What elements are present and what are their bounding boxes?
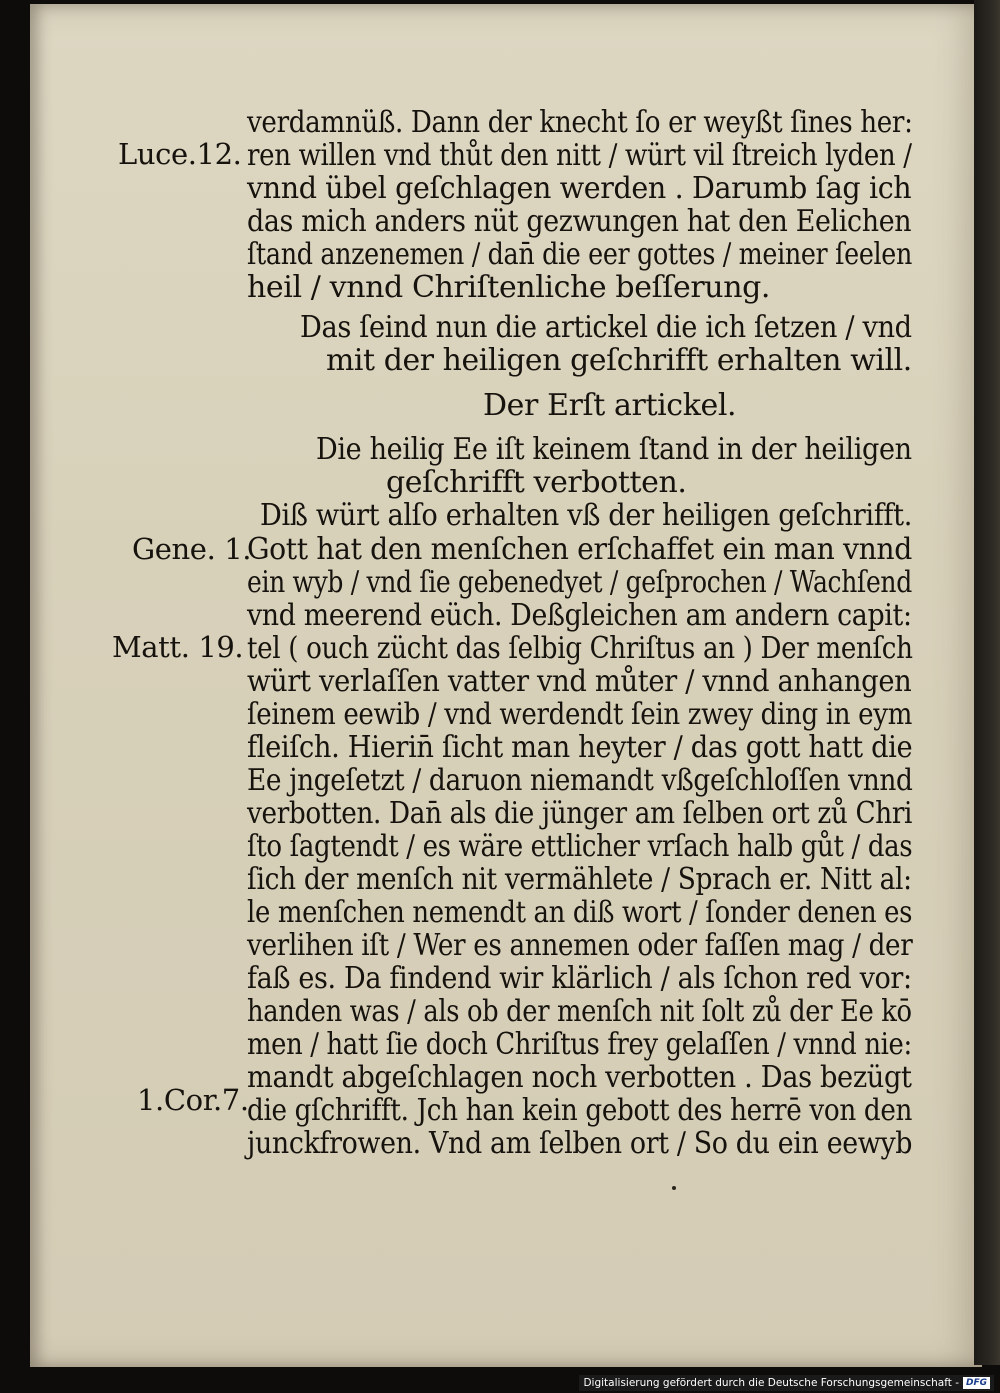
text-line: ein wyb / vnd ſie gebenedyet / geſprochen / Wachſend <box>247 565 912 600</box>
text-line: vnnd übel geſchlagen werden . Darumb ſag ich <box>247 171 912 206</box>
dfg-logo-icon: DFG <box>963 1377 990 1389</box>
text-line: mit der heiligen geſchrifft erhalten will. <box>326 343 912 378</box>
text-line: heil / vnnd Chriſtenliche beſſerung. <box>247 270 771 305</box>
text-line: die gſchrifft. Jch han kein gebott des herrē von den <box>247 1093 913 1128</box>
text-line: tel ( ouch zücht das ſelbig Chriſtus an ) Der menſch <box>247 631 913 666</box>
text-line: Gott hat den menſchen erſchaffet ein man vnnd <box>247 532 912 567</box>
text-line: das mich anders nüt gezwungen hat den Eelichen <box>247 204 912 239</box>
text-line: ren willen vnd thůt den nitt / würt vil ſtreich lyden / <box>247 138 912 173</box>
text-line: Die heilig Ee iſt keinem ſtand in der heiligen <box>316 432 912 467</box>
section-heading: Der Erſt artickel. <box>483 388 737 423</box>
margin-note-luce: Luce.12. <box>118 137 242 171</box>
footer-text: Digitalisierung gefördert durch die Deutsche Forschungsgemeinschaft - <box>583 1377 959 1389</box>
footer-credit <box>579 1375 994 1391</box>
text-line: ſtand anzenemen / dan̄ die eer gottes / meiner ſeelen <box>247 237 912 272</box>
page-edge-shadow <box>974 0 1000 1365</box>
text-line: mandt abgeſchlagen noch verbotten . Das bezügt <box>247 1060 912 1095</box>
text-line: ſto ſagtendt / es wäre ettlicher vrſach halb gůt / das <box>247 829 913 864</box>
text-line: Diß würt alſo erhalten vß der heiligen geſchrifft. <box>260 498 913 533</box>
text-line: ſeinem eewib / vnd werdendt ſein zwey ding in eym <box>247 697 913 732</box>
text-line: ſich der menſch nit vermählete / Sprach er. Nitt al: <box>247 862 912 897</box>
text-line: Das ſeind nun die artickel die ich ſetzen / vnd <box>300 310 912 345</box>
text-line: handen was / als ob der menſch nit ſolt zů der Ee kō <box>247 994 912 1029</box>
margin-note-matt: Matt. 19. <box>112 630 244 664</box>
text-line: le menſchen nemendt an diß wort / ſonder denen es <box>247 895 913 930</box>
text-line: faß es. Da findend wir klärlich / als ſchon red vor: <box>247 961 912 996</box>
ink-dot <box>672 1186 676 1190</box>
text-line: fleiſch. Hierin̄ ſicht man heyter / das gott hatt die <box>247 730 913 765</box>
text-line: junckfrowen. Vnd am ſelben ort / So du ein eewyb <box>247 1126 913 1161</box>
text-line: vnd meerend eüch. Deßgleichen am andern capit: <box>247 598 912 633</box>
text-line: geſchrifft verbotten. <box>386 465 687 500</box>
text-line: verbotten. Dan̄ als die jünger am ſelben ort zů Chri <box>247 796 913 831</box>
text-line: würt verlaſſen vatter vnd můter / vnnd anhangen <box>247 664 912 699</box>
text-line: men / hatt ſie doch Chriſtus frey gelaſſen / vnnd nie: <box>247 1027 912 1062</box>
text-line: verlihen iſt / Wer es annemen oder faſſen mag / der <box>247 928 913 963</box>
text-line: Ee jngeſetzt / daruon niemandt vßgeſchloſſen vnnd <box>247 763 913 798</box>
margin-note-cor: 1.Cor.7. <box>137 1083 249 1117</box>
margin-note-gene: Gene. 1. <box>132 532 252 566</box>
text-line: verdamnüß. Dann der knecht ſo er weyßt ſines her: <box>247 105 913 140</box>
